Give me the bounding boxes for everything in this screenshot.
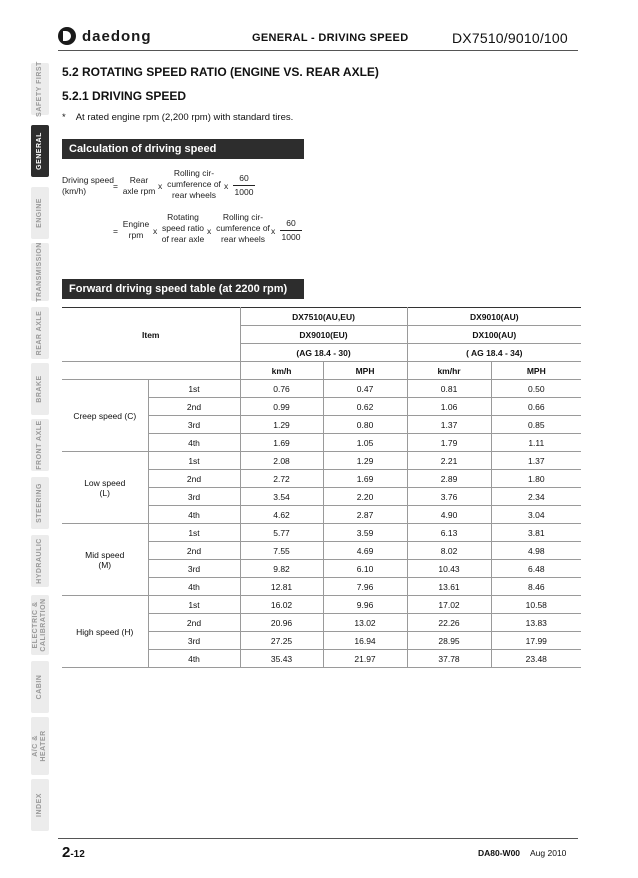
- speed-value-cell: 0.62: [323, 398, 407, 416]
- gear-cell: 4th: [148, 578, 240, 596]
- gear-cell: 2nd: [148, 398, 240, 416]
- header-divider: [58, 50, 578, 51]
- speed-value-cell: 6.13: [407, 524, 491, 542]
- gear-cell: 1st: [148, 452, 240, 470]
- tab-cabin[interactable]: [31, 661, 49, 713]
- gear-cell: 1st: [148, 380, 240, 398]
- speed-value-cell: 4.90: [407, 506, 491, 524]
- speed-value-cell: 1.29: [240, 416, 323, 434]
- model-title: DX7510/9010/100: [452, 30, 568, 46]
- table-row: [62, 380, 581, 398]
- speed-value-cell: 22.26: [407, 614, 491, 632]
- tab-general[interactable]: [31, 125, 49, 177]
- gear-cell: 3rd: [148, 416, 240, 434]
- speed-value-cell: 23.48: [491, 650, 581, 668]
- speed-value-cell: 3.59: [323, 524, 407, 542]
- speed-value-cell: 9.82: [240, 560, 323, 578]
- tab-label: TRANSMISSION: [36, 242, 43, 302]
- tab-front-axle[interactable]: [31, 419, 49, 471]
- tab-label: ELECTRIC & CALIBRATION: [32, 598, 47, 652]
- note-bullet: *: [62, 112, 66, 123]
- tab-hydraulic[interactable]: [31, 535, 49, 587]
- speed-range-label: [62, 452, 148, 524]
- rolling-circumference: [214, 212, 272, 245]
- gear-cell: 3rd: [148, 632, 240, 650]
- speed-value-cell: 2.20: [323, 488, 407, 506]
- speed-value-cell: 1.69: [240, 434, 323, 452]
- speed-value-cell: 2.87: [323, 506, 407, 524]
- speed-value-cell: 4.98: [491, 542, 581, 560]
- ratio-line2: speed ratio: [161, 223, 205, 233]
- speed-value-cell: 0.50: [491, 380, 581, 398]
- model-a-header: DX7510(AU,EU): [240, 308, 407, 326]
- speed-value-cell: 1.11: [491, 434, 581, 452]
- speed-value-cell: 17.99: [491, 632, 581, 650]
- speed-value-cell: 2.34: [491, 488, 581, 506]
- speed-value-cell: 4.69: [323, 542, 407, 560]
- footer-divider: [58, 838, 578, 839]
- model-b-tire: ( AG 18.4 - 34): [407, 344, 581, 362]
- circumference-line3: rear wheels: [221, 234, 265, 244]
- table-heading-bar: Forward driving speed table (at 2200 rpm): [62, 279, 304, 299]
- speed-value-cell: 6.10: [323, 560, 407, 578]
- tab-engine[interactable]: [31, 187, 49, 239]
- speed-value-cell: 3.81: [491, 524, 581, 542]
- driving-speed-table: [62, 307, 581, 668]
- speed-value-cell: 5.77: [240, 524, 323, 542]
- rear-axle-rpm-line1: Rear: [129, 175, 149, 185]
- speed-range-label: [62, 524, 148, 596]
- circumference-line2: cumference of: [167, 179, 221, 189]
- page-header: [0, 0, 638, 52]
- note: [62, 112, 293, 123]
- model-a-tire: (AG 18.4 - 30): [240, 344, 407, 362]
- speed-value-cell: 37.78: [407, 650, 491, 668]
- speed-value-cell: 20.96: [240, 614, 323, 632]
- tab-label: ENGINE: [36, 198, 43, 228]
- multiply-sign: x: [158, 181, 163, 191]
- tab-label: FRONT AXLE: [36, 420, 43, 470]
- tab-label: INDEX: [36, 793, 43, 817]
- speed-value-cell: 0.47: [323, 380, 407, 398]
- speed-value-cell: 16.94: [323, 632, 407, 650]
- page-number: [62, 844, 85, 861]
- speed-value-cell: 1.37: [491, 452, 581, 470]
- tab-steering[interactable]: [31, 477, 49, 529]
- ratio-line1: Rotating: [167, 212, 199, 222]
- speed-value-cell: 7.96: [323, 578, 407, 596]
- tab-brake[interactable]: [31, 363, 49, 415]
- circumference-line2: cumference of: [216, 223, 270, 233]
- speed-range-name: Low speed: [84, 477, 126, 488]
- speed-value-cell: 4.62: [240, 506, 323, 524]
- speed-value-cell: 13.83: [491, 614, 581, 632]
- speed-range-code: (M): [98, 559, 112, 570]
- engine-rpm-line1: Engine: [122, 219, 150, 229]
- speed-range-name: Creep speed (C): [73, 410, 137, 421]
- page-chapter: 2: [62, 844, 71, 861]
- speed-range-name: Mid speed: [85, 549, 125, 560]
- tab-label: REAR AXLE: [36, 310, 43, 356]
- tab-label: A/C & HEATER: [32, 730, 47, 762]
- speed-value-cell: 16.02: [240, 596, 323, 614]
- table-row: [62, 596, 581, 614]
- tab-label: GENERAL: [36, 132, 43, 170]
- gear-cell: 3rd: [148, 488, 240, 506]
- speed-value-cell: 1.06: [407, 398, 491, 416]
- speed-value-cell: 9.96: [323, 596, 407, 614]
- speed-value-cell: 0.85: [491, 416, 581, 434]
- speed-value-cell: 27.25: [240, 632, 323, 650]
- speed-value-cell: 21.97: [323, 650, 407, 668]
- speed-value-cell: 0.66: [491, 398, 581, 416]
- item-header: Item: [62, 308, 240, 362]
- speed-value-cell: 6.48: [491, 560, 581, 578]
- tab-rear-axle[interactable]: [31, 307, 49, 359]
- units-row: [62, 362, 581, 380]
- document-date: Aug 2010: [530, 848, 567, 858]
- speed-value-cell: 3.54: [240, 488, 323, 506]
- speed-value-cell: 10.43: [407, 560, 491, 578]
- speed-value-cell: 12.81: [240, 578, 323, 596]
- model-b-header: DX100(AU): [407, 326, 581, 344]
- speed-value-cell: 13.02: [323, 614, 407, 632]
- speed-range-label: [62, 596, 148, 668]
- tab-label: HYDRAULIC: [36, 538, 43, 584]
- speed-value-cell: 1.37: [407, 416, 491, 434]
- unit-header: MPH: [491, 362, 581, 380]
- formula-lhs: [62, 175, 114, 197]
- speed-value-cell: 1.05: [323, 434, 407, 452]
- gear-cell: 4th: [148, 434, 240, 452]
- speed-value-cell: 2.21: [407, 452, 491, 470]
- unit-header: MPH: [323, 362, 407, 380]
- speed-value-cell: 35.43: [240, 650, 323, 668]
- speed-value-cell: 8.02: [407, 542, 491, 560]
- speed-range-code: (L): [99, 487, 110, 498]
- rotating-speed-ratio: [160, 212, 206, 245]
- fraction-denominator: 1000: [281, 232, 301, 242]
- unit-header: km/h: [240, 362, 323, 380]
- multiply-sign: x: [224, 181, 229, 191]
- model-a-header: DX9010(EU): [240, 326, 407, 344]
- page-sub: -12: [70, 849, 85, 860]
- speed-value-cell: 3.04: [491, 506, 581, 524]
- rear-axle-rpm-line2: axle rpm: [122, 186, 156, 196]
- speed-value-cell: 10.58: [491, 596, 581, 614]
- equals-sign: =: [113, 226, 118, 236]
- unit-header: km/hr: [407, 362, 491, 380]
- table-header-row: [62, 308, 581, 326]
- gear-cell: 1st: [148, 524, 240, 542]
- tab-index[interactable]: [31, 779, 49, 831]
- speed-value-cell: 0.81: [407, 380, 491, 398]
- rolling-circumference: [165, 168, 223, 201]
- gear-cell: 2nd: [148, 542, 240, 560]
- tab-transmission[interactable]: [31, 243, 49, 301]
- speed-value-cell: 2.72: [240, 470, 323, 488]
- speed-value-cell: 2.89: [407, 470, 491, 488]
- calc-heading-bar: Calculation of driving speed: [62, 139, 304, 159]
- circumference-line1: Rolling cir-: [222, 212, 264, 222]
- speed-value-cell: 1.29: [323, 452, 407, 470]
- units-spacer: [62, 362, 240, 380]
- fraction-denominator: 1000: [234, 187, 254, 197]
- model-b-header: DX9010(AU): [407, 308, 581, 326]
- tab-label: CABIN: [36, 674, 43, 700]
- gear-cell: 3rd: [148, 560, 240, 578]
- rear-axle-rpm: [121, 175, 157, 197]
- tab-label: SAFETY FIRST: [36, 61, 43, 117]
- tab-ac-heater[interactable]: [31, 717, 49, 775]
- speed-value-cell: 1.80: [491, 470, 581, 488]
- gear-cell: 4th: [148, 506, 240, 524]
- subsection-heading: 5.2.1 DRIVING SPEED: [62, 89, 187, 103]
- multiply-sign: x: [271, 226, 276, 236]
- fraction-numerator: 60: [286, 218, 296, 228]
- gear-cell: 4th: [148, 650, 240, 668]
- circumference-line3: rear wheels: [172, 190, 216, 200]
- speed-value-cell: 0.76: [240, 380, 323, 398]
- speed-value-cell: 7.55: [240, 542, 323, 560]
- gear-cell: 2nd: [148, 614, 240, 632]
- speed-value-cell: 0.80: [323, 416, 407, 434]
- speed-value-cell: 17.02: [407, 596, 491, 614]
- document-code: DA80-W00: [478, 848, 521, 858]
- daedong-logo-icon: [58, 27, 76, 45]
- gear-cell: 2nd: [148, 470, 240, 488]
- section-title: GENERAL - DRIVING SPEED: [252, 32, 409, 44]
- multiply-sign: x: [207, 226, 212, 236]
- table-row: [62, 452, 581, 470]
- ratio-line3: of rear axle: [161, 234, 205, 244]
- brand-name: daedong: [82, 27, 152, 45]
- tab-electric-calibration[interactable]: [31, 595, 49, 655]
- formula-lhs-unit: (km/h): [62, 186, 87, 196]
- speed-range-label: [62, 380, 148, 452]
- note-text: At rated engine rpm (2,200 rpm) with standard tires.: [75, 112, 294, 123]
- speed-value-cell: 1.79: [407, 434, 491, 452]
- engine-rpm: [120, 219, 152, 241]
- speed-value-cell: 3.76: [407, 488, 491, 506]
- circumference-line1: Rolling cir-: [173, 168, 215, 178]
- speed-value-cell: 1.69: [323, 470, 407, 488]
- section-heading: 5.2 ROTATING SPEED RATIO (ENGINE VS. REAR AXLE): [62, 65, 379, 79]
- speed-value-cell: 28.95: [407, 632, 491, 650]
- formula-lhs-label: Driving speed: [62, 175, 114, 185]
- fraction-bar: [280, 230, 302, 231]
- speed-value-cell: 0.99: [240, 398, 323, 416]
- speed-value-cell: 8.46: [491, 578, 581, 596]
- gear-cell: 1st: [148, 596, 240, 614]
- tab-label: BRAKE: [36, 375, 43, 403]
- speed-range-name: High speed (H): [76, 626, 134, 637]
- speed-value-cell: 2.08: [240, 452, 323, 470]
- brand-logo: [58, 27, 176, 45]
- tab-safety-first[interactable]: [31, 63, 49, 115]
- tab-label: STEERING: [36, 483, 43, 523]
- equals-sign: =: [113, 181, 118, 191]
- fraction-numerator: 60: [239, 173, 249, 183]
- speed-value-cell: 13.61: [407, 578, 491, 596]
- engine-rpm-line2: rpm: [128, 230, 144, 240]
- table-row: [62, 524, 581, 542]
- multiply-sign: x: [153, 226, 158, 236]
- fraction-bar: [233, 185, 255, 186]
